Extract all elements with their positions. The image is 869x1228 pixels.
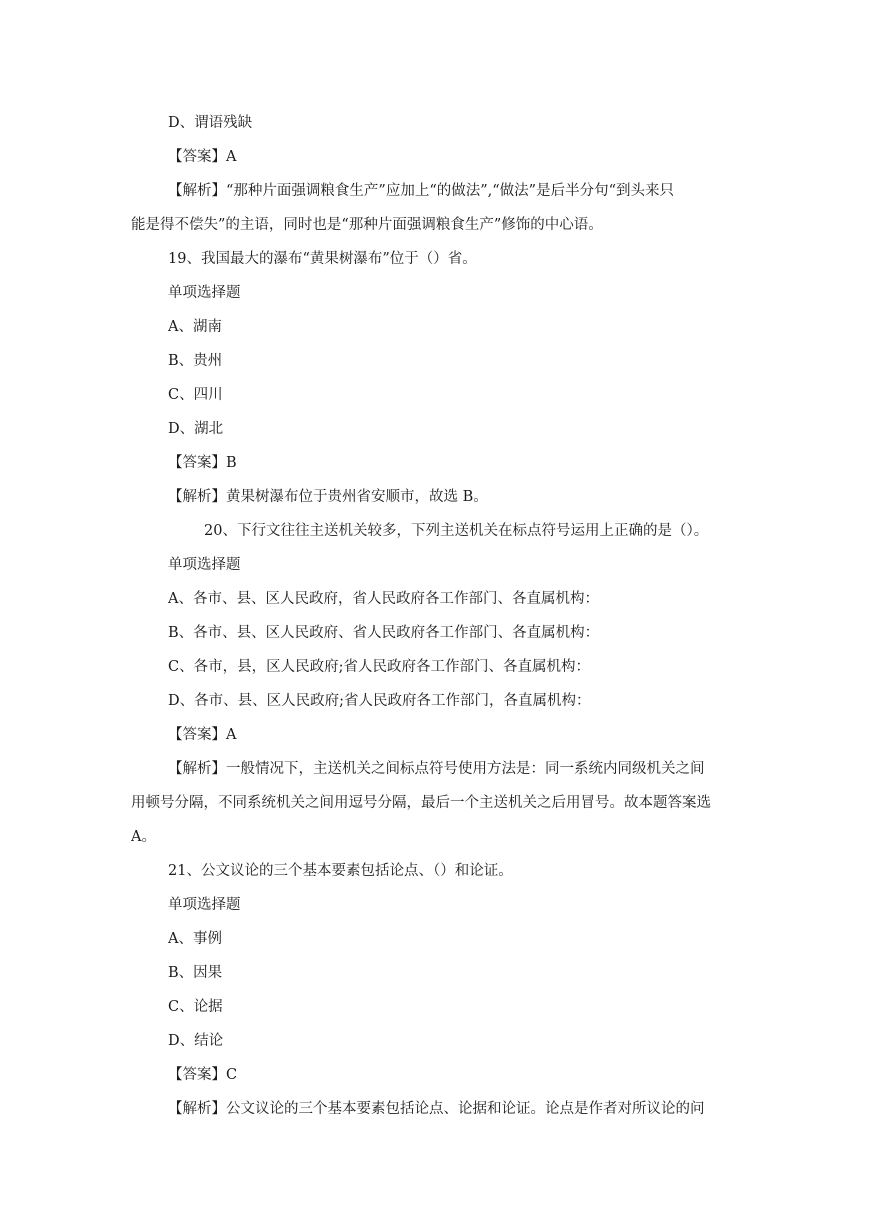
question-type: 单项选择题 <box>168 285 241 301</box>
analysis-line: 【解析】公文议论的三个基本要素包括论点、论据和论证。论点是作者对所议论的问 <box>168 1101 705 1117</box>
option-a-line: A、各市、县、区人民政府，省人民政府各工作部门、各直属机构： <box>168 591 599 607</box>
analysis-line: 【解析】一般情况下，主送机关之间标点符号使用方法是：同一系统内同级机关之间 <box>168 761 705 777</box>
question-20: 20、下行文往往主送机关较多，下列主送机关在标点符号运用上正确的是（）。 <box>204 523 709 539</box>
option-b-line: B、因果 <box>168 965 223 981</box>
question-type: 单项选择题 <box>168 557 241 573</box>
option-d-line: D、结论 <box>168 1033 224 1049</box>
answer-line: 【答案】A <box>168 149 237 165</box>
option-d-line: D、各市、县、区人民政府;省人民政府各工作部门，各直属机构： <box>168 693 591 709</box>
question-19: 19、我国最大的瀑布“黄果树瀑布”位于（）省。 <box>168 251 477 267</box>
option-d-line: D、谓语残缺 <box>168 115 253 131</box>
option-b-line: B、各市、县、区人民政府、省人民政府各工作部门、各直属机构： <box>168 625 600 641</box>
option-c-line: C、四川 <box>168 387 223 403</box>
answer-line: 【答案】B <box>168 455 237 471</box>
analysis-line: 【解析】黄果树瀑布位于贵州省安顺市，故选 B。 <box>168 489 488 505</box>
analysis-line: 用顿号分隔，不同系统机关之间用逗号分隔，最后一个主送机关之后用冒号。故本题答案选 <box>131 795 711 811</box>
option-c-line: C、各市，县，区人民政府;省人民政府各工作部门、各直属机构： <box>168 659 590 675</box>
analysis-line: 能是得不偿失”的主语，同时也是“那种片面强调粮食生产”修饰的中心语。 <box>131 217 603 233</box>
analysis-line: 【解析】“那种片面强调粮食生产”应加上“的做法”,“做法”是后半分句“到头来只 <box>168 183 674 199</box>
answer-line: 【答案】C <box>168 1067 238 1083</box>
option-a-line: A、事例 <box>168 931 222 947</box>
question-21: 21、公文议论的三个基本要素包括论点、（）和论证。 <box>168 863 513 879</box>
option-d-line: D、湖北 <box>168 421 224 437</box>
question-type: 单项选择题 <box>168 897 241 913</box>
option-a-line: A、湖南 <box>168 319 222 335</box>
analysis-line: A。 <box>131 829 156 845</box>
answer-line: 【答案】A <box>168 727 237 743</box>
option-b-line: B、贵州 <box>168 353 223 369</box>
option-c-line: C、论据 <box>168 999 223 1015</box>
